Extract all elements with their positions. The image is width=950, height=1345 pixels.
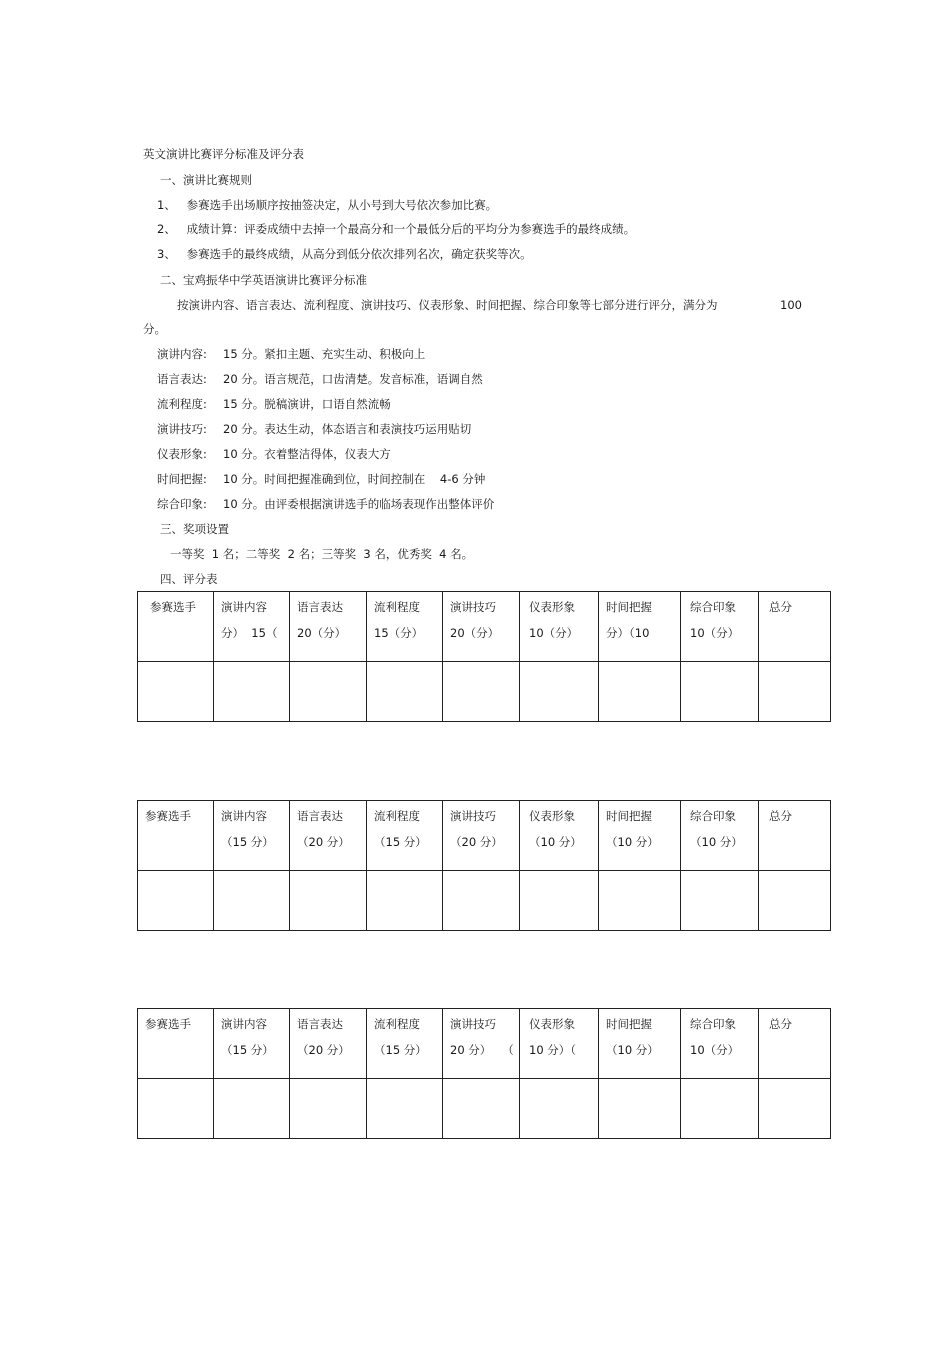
score-cell[interactable] <box>214 662 290 722</box>
table-header-row <box>138 592 831 662</box>
rule-number: 3、 <box>157 247 176 261</box>
header-cell: 仪表形象 10 分）（ <box>520 1009 599 1079</box>
score-cell[interactable] <box>138 1079 214 1139</box>
header-cell: 演讲技巧 20 分） （ <box>443 1009 520 1079</box>
header-cell: 综合印象 （10 分） <box>681 801 759 871</box>
criterion-text: 20 分。表达生动，体态语言和表演技巧运用贴切 <box>223 422 472 436</box>
score-cell[interactable] <box>443 662 520 722</box>
criterion-text: 20 分。语言规范，口齿清楚。发音标准，语调自然 <box>223 372 483 386</box>
score-cell[interactable] <box>443 871 520 931</box>
score-cell[interactable] <box>290 662 367 722</box>
section-1-heading: 一、演讲比赛规则 <box>160 173 252 187</box>
criterion-label: 语言表达: <box>157 372 207 386</box>
criterion-text: 10 分。衣着整洁得体，仪表大方 <box>223 447 391 461</box>
score-cell[interactable] <box>759 662 831 722</box>
section-4-heading: 四、评分表 <box>160 572 218 586</box>
score-cell[interactable] <box>759 871 831 931</box>
criterion-label: 仪表形象: <box>157 447 207 461</box>
header-cell: 仪表形象 （10 分） <box>520 801 599 871</box>
rule-number: 2、 <box>157 222 176 236</box>
header-cell: 演讲内容 （15 分） <box>214 801 290 871</box>
criterion-label: 演讲内容: <box>157 347 207 361</box>
rule-number: 1、 <box>157 198 176 212</box>
criterion-text: 15 分。紧扣主题、充实生动、积极向上 <box>223 347 426 361</box>
criterion-text: 10 分。由评委根据演讲选手的临场表现作出整体评价 <box>223 497 495 511</box>
header-cell: 总分 <box>759 1009 831 1079</box>
table-row <box>138 662 831 722</box>
score-cell[interactable] <box>214 871 290 931</box>
header-cell: 演讲内容 分） 15（ <box>214 592 290 662</box>
document-title: 英文演讲比赛评分标准及评分表 <box>143 147 304 161</box>
header-cell: 综合印象 10（分） <box>681 592 759 662</box>
score-cell[interactable] <box>443 1079 520 1139</box>
criterion-row <box>157 371 483 387</box>
criterion-label: 演讲技巧: <box>157 422 207 436</box>
score-table <box>137 591 831 722</box>
score-cell[interactable] <box>138 662 214 722</box>
score-cell[interactable] <box>290 871 367 931</box>
header-cell: 参赛选手 <box>138 1009 214 1079</box>
header-cell: 演讲技巧 20（分） <box>443 592 520 662</box>
criterion-row <box>157 346 425 362</box>
criterion-row <box>157 471 485 487</box>
score-cell[interactable] <box>290 1079 367 1139</box>
header-cell: 演讲技巧 （20 分） <box>443 801 520 871</box>
score-cell[interactable] <box>599 1079 681 1139</box>
table-row <box>138 871 831 931</box>
table-header-row <box>138 1009 831 1079</box>
header-cell: 语言表达 （20 分） <box>290 1009 367 1079</box>
header-cell: 总分 <box>759 592 831 662</box>
rule-text: 参赛选手的最终成绩，从高分到低分依次排列名次，确定获奖等次。 <box>186 247 532 261</box>
score-cell[interactable] <box>367 1079 443 1139</box>
rule-item <box>157 221 635 237</box>
header-cell: 参赛选手 <box>138 592 214 662</box>
score-table <box>137 1008 831 1139</box>
criterion-label: 时间把握: <box>157 472 207 486</box>
header-cell: 流利程度 15（分） <box>367 592 443 662</box>
rule-text: 参赛选手出场顺序按抽签决定，从小号到大号依次参加比赛。 <box>186 198 498 212</box>
criterion-text: 10 分。时间把握准确到位，时间控制在 4-6 分钟 <box>223 472 486 486</box>
table-header-row <box>138 801 831 871</box>
header-cell: 语言表达 20（分） <box>290 592 367 662</box>
header-cell: 时间把握 （10 分） <box>599 1009 681 1079</box>
criterion-text: 15 分。脱稿演讲，口语自然流畅 <box>223 397 391 411</box>
score-cell[interactable] <box>138 871 214 931</box>
header-cell: 时间把握 （10 分） <box>599 801 681 871</box>
table-row <box>138 1079 831 1139</box>
header-cell: 仪表形象 10（分） <box>520 592 599 662</box>
full-score-value: 100 <box>780 298 802 312</box>
score-table <box>137 800 831 931</box>
rule-item <box>157 246 532 262</box>
section-2-intro: 按演讲内容、语言表达、流利程度、演讲技巧、仪表形象、时间把握、综合印象等七部分进行评分，满分为 <box>177 298 718 312</box>
header-cell: 时间把握 分）（10 <box>599 592 681 662</box>
header-cell: 总分 <box>759 801 831 871</box>
header-cell: 综合印象 10（分） <box>681 1009 759 1079</box>
score-cell[interactable] <box>214 1079 290 1139</box>
score-cell[interactable] <box>367 871 443 931</box>
rule-text: 成绩计算：评委成绩中去掉一个最高分和一个最低分后的平均分为参赛选手的最终成绩。 <box>186 222 636 236</box>
awards-text: 一等奖 1 名；二等奖 2 名；三等奖 3 名，优秀奖 4 名。 <box>170 547 474 561</box>
criterion-row <box>157 421 471 437</box>
criterion-label: 综合印象: <box>157 497 207 511</box>
header-cell: 流利程度 （15 分） <box>367 801 443 871</box>
section-2-intro-tail: 分。 <box>143 322 166 336</box>
criterion-row <box>157 446 391 462</box>
rule-item <box>157 197 497 213</box>
header-cell: 流利程度 （15 分） <box>367 1009 443 1079</box>
score-cell[interactable] <box>520 1079 599 1139</box>
score-cell[interactable] <box>759 1079 831 1139</box>
section-3-heading: 三、奖项设置 <box>160 522 229 536</box>
score-cell[interactable] <box>367 662 443 722</box>
score-cell[interactable] <box>520 871 599 931</box>
score-cell[interactable] <box>681 871 759 931</box>
criterion-label: 流利程度: <box>157 397 207 411</box>
header-cell: 演讲内容 （15 分） <box>214 1009 290 1079</box>
score-cell[interactable] <box>681 1079 759 1139</box>
section-2-heading: 二、宝鸡振华中学英语演讲比赛评分标准 <box>160 273 367 287</box>
header-cell: 参赛选手 <box>138 801 214 871</box>
criterion-row <box>157 396 391 412</box>
score-cell[interactable] <box>599 871 681 931</box>
header-cell: 语言表达 （20 分） <box>290 801 367 871</box>
score-cell[interactable] <box>520 662 599 722</box>
score-cell[interactable] <box>599 662 681 722</box>
criterion-row <box>157 496 494 512</box>
score-cell[interactable] <box>681 662 759 722</box>
